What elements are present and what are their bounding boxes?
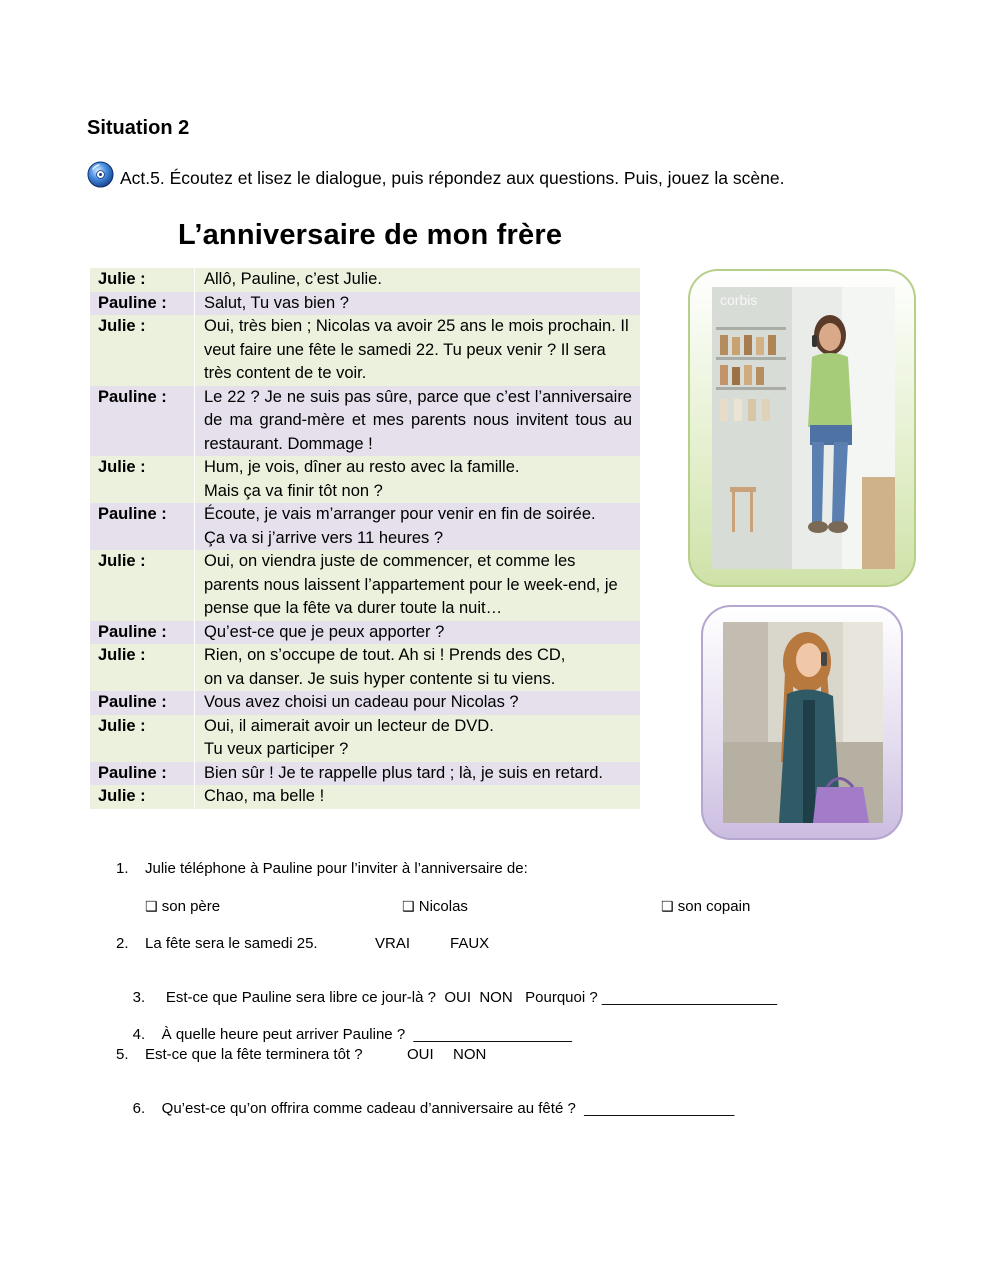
dialogue-line-part: Écoute, je vais m’arranger pour venir en fin de soirée. bbox=[204, 505, 596, 523]
checkbox-icon[interactable]: ❑ bbox=[661, 899, 674, 915]
dialogue-row bbox=[90, 762, 640, 786]
speaker-name: Julie : bbox=[90, 268, 195, 292]
answer-faux[interactable]: FAUX bbox=[450, 935, 490, 952]
question-6 bbox=[116, 1083, 734, 1134]
question-number: 3. bbox=[132, 989, 146, 1006]
speaker-name: Julie : bbox=[90, 550, 195, 621]
question-text: Qu’est-ce qu’on offrira comme cadeau d’anniversaire au fêté ? __________________ bbox=[161, 1100, 735, 1117]
dialogue-row bbox=[90, 550, 640, 621]
dialogue-line-part: Mais ça va finir tôt non ? bbox=[204, 481, 383, 500]
choice-label: Nicolas bbox=[418, 898, 468, 915]
dialogue-line bbox=[195, 503, 641, 550]
audio-cd-icon[interactable] bbox=[87, 161, 114, 188]
dialogue-line-part: Ça va si j’arrive vers 11 heures ? bbox=[204, 528, 444, 547]
answer-oui[interactable]: OUI bbox=[407, 1046, 434, 1063]
dialogue-row bbox=[90, 456, 640, 503]
dialogue-line: Allô, Pauline, c’est Julie. bbox=[195, 268, 641, 292]
question-text: Julie téléphone à Pauline pour l’inviter à l’anniversaire de: bbox=[145, 860, 528, 877]
checkbox-icon[interactable]: ❑ bbox=[145, 899, 158, 915]
question-number: 5. bbox=[116, 1046, 129, 1063]
speaker-name: Pauline : bbox=[90, 691, 195, 715]
speaker-name: Julie : bbox=[90, 715, 195, 762]
question-text: À quelle heure peut arriver Pauline ? ___________________ bbox=[161, 1026, 572, 1043]
dialogue-line-part: Tu veux participer ? bbox=[204, 740, 349, 758]
question-text: Est-ce que la fête terminera tôt ? bbox=[145, 1046, 363, 1063]
dialogue-row bbox=[90, 644, 640, 691]
answer-vrai[interactable]: VRAI bbox=[375, 935, 411, 952]
choice-nicolas[interactable] bbox=[402, 898, 468, 915]
dialogue-row bbox=[90, 292, 640, 316]
dialogue-line-part: Oui, il aimerait avoir un lecteur de DVD. bbox=[204, 716, 494, 735]
dialogue-line-part: Hum, je vois, dîner au resto avec la famille. bbox=[204, 458, 520, 476]
speaker-name: Julie : bbox=[90, 456, 195, 503]
question-number: 6. bbox=[132, 1100, 146, 1117]
dialogue-line: Bien sûr ! Je te rappelle plus tard ; là, je suis en retard. bbox=[195, 762, 641, 786]
speaker-name: Pauline : bbox=[90, 621, 195, 645]
speaker-name: Pauline : bbox=[90, 292, 195, 316]
dialogue-row bbox=[90, 503, 640, 550]
choice-label: son père bbox=[161, 898, 221, 915]
watermark-text: corbis bbox=[720, 292, 758, 308]
dialogue-line: Vous avez choisi un cadeau pour Nicolas ? bbox=[195, 691, 641, 715]
speaker-name: Pauline : bbox=[90, 503, 195, 550]
instruction bbox=[87, 165, 784, 192]
dialogue-line bbox=[195, 715, 641, 762]
choice-label: son copain bbox=[677, 898, 751, 915]
photo-frame-pauline bbox=[701, 605, 903, 840]
photo-julie-kitchen bbox=[712, 287, 895, 569]
question-1 bbox=[116, 860, 528, 877]
speaker-name: Julie : bbox=[90, 785, 195, 809]
dialogue-line bbox=[195, 644, 641, 691]
dialogue-title: L’anniversaire de mon frère bbox=[178, 219, 563, 251]
question-number: 2. bbox=[116, 935, 129, 952]
dialogue-row bbox=[90, 715, 640, 762]
question-number: 4. bbox=[132, 1026, 146, 1043]
choice-son-pere[interactable] bbox=[145, 898, 220, 915]
speaker-name: Julie : bbox=[90, 315, 195, 386]
dialogue-line: Salut, Tu vas bien ? bbox=[195, 292, 641, 316]
question-text: Est-ce que Pauline sera libre ce jour-là ? OUI NON Pourquoi ? _____________________ bbox=[161, 989, 778, 1006]
section-heading: Situation 2 bbox=[87, 117, 190, 139]
dialogue-line: Oui, on viendra juste de commencer, et comme les parents nous laissent l’appartement pour le week-end, je pense que la fête va durer toute la nuit… bbox=[195, 550, 641, 621]
speaker-name: Julie : bbox=[90, 644, 195, 691]
dialogue-row bbox=[90, 315, 640, 386]
checkbox-icon[interactable]: ❑ bbox=[402, 899, 415, 915]
dialogue-line-part: Rien, on s’occupe de tout. Ah si ! Prends des CD, bbox=[204, 646, 566, 664]
question-5 bbox=[116, 1046, 363, 1063]
dialogue-table bbox=[90, 268, 640, 809]
dialogue-line bbox=[195, 456, 641, 503]
photo-frame-julie bbox=[688, 269, 916, 587]
speaker-name: Pauline : bbox=[90, 386, 195, 457]
dialogue-row bbox=[90, 691, 640, 715]
photo-pauline-shopping bbox=[723, 622, 883, 823]
dialogue-line: Chao, ma belle ! bbox=[195, 785, 641, 809]
choice-son-copain[interactable] bbox=[661, 898, 750, 915]
dialogue-row bbox=[90, 268, 640, 292]
question-2 bbox=[116, 935, 318, 952]
question-text: La fête sera le samedi 25. bbox=[145, 935, 318, 952]
dialogue-row bbox=[90, 386, 640, 457]
answer-non[interactable]: NON bbox=[453, 1046, 487, 1063]
dialogue-row bbox=[90, 621, 640, 645]
dialogue-line-part: on va danser. Je suis hyper contente si tu viens. bbox=[204, 669, 556, 688]
question-number: 1. bbox=[116, 860, 129, 877]
speaker-name: Pauline : bbox=[90, 762, 195, 786]
dialogue-line: Qu’est-ce que je peux apporter ? bbox=[195, 621, 641, 645]
instruction-text: Act.5. Écoutez et lisez le dialogue, puis répondez aux questions. Puis, jouez la scène. bbox=[120, 168, 785, 188]
dialogue-row bbox=[90, 785, 640, 809]
dialogue-line: Le 22 ? Je ne suis pas sûre, parce que c’est l’anniversaire de ma grand-mère et mes parents nous invitent tous au restaurant. Dommage ! bbox=[195, 386, 641, 457]
dialogue-line: Oui, très bien ; Nicolas va avoir 25 ans le mois prochain. Il veut faire une fête le samedi 22. Tu peux venir ? Il sera très content de te voir. bbox=[195, 315, 641, 386]
